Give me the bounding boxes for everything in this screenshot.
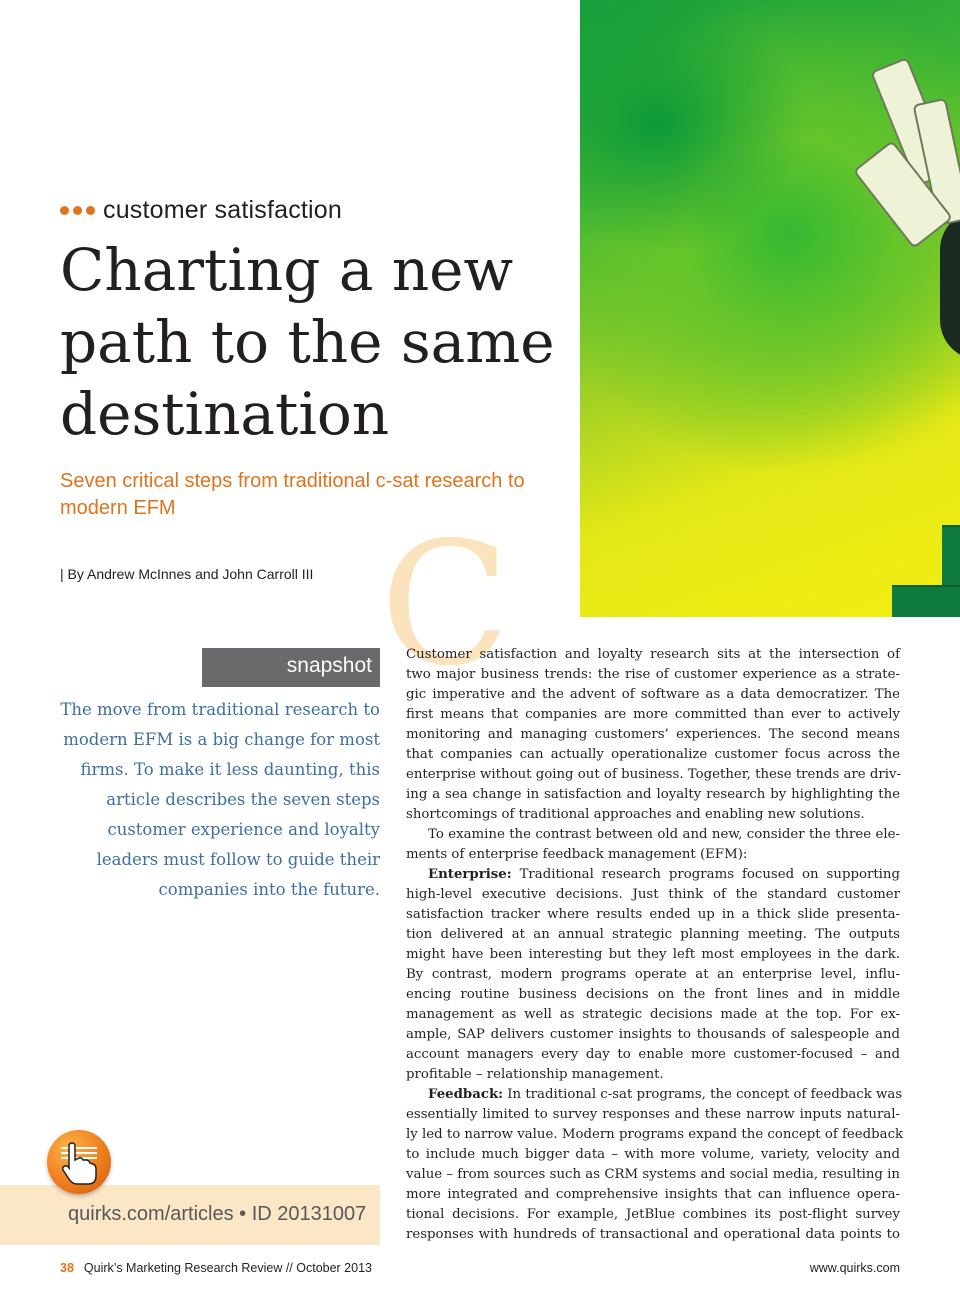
drop-cap: C	[380, 506, 511, 704]
body-line-text: more integrated and comprehensive insights that can influence opera-	[406, 1187, 900, 1202]
body-line-text: shortcomings of traditional approaches and enabling new solutions.	[406, 807, 865, 822]
body-line-text: responses with hundreds of transactional and operational data points to	[406, 1227, 900, 1242]
body-line	[406, 1085, 903, 1105]
snapshot-label: snapshot	[286, 654, 372, 677]
body-line	[406, 765, 900, 785]
section-label: customer satisfaction	[103, 196, 343, 224]
body-line-text: satisfaction tracker where results ended up in a thick slide presenta-	[406, 907, 900, 922]
body-line-text: ing a sea change in satisfaction and loyalty research by highlighting the	[406, 787, 900, 802]
body-line	[406, 705, 900, 725]
body-line	[406, 945, 900, 965]
body-line	[406, 1205, 900, 1225]
body-line-text: encing routine business decisions on the front lines and in middle	[406, 987, 900, 1002]
body-line-text: value – from sources such as CRM systems and social media, resulting in	[406, 1167, 900, 1182]
body-line-text: management as well as strategic decisions made at the top. For ex-	[406, 1007, 900, 1022]
article-link[interactable]: quirks.com/articles • ID 20131007	[68, 1203, 367, 1225]
snapshot-header	[202, 648, 380, 687]
body-line-text: ments of enterprise feedback management (EFM):	[406, 847, 748, 862]
body-line-text: Traditional research programs focused on supporting	[511, 867, 900, 882]
body-line-text: Customer satisfaction and loyalty research sits at the intersection of	[406, 647, 900, 662]
body-line-text: tional decisions. For example, JetBlue combines its post-flight survey	[406, 1207, 900, 1222]
body-line	[406, 1225, 900, 1245]
body-line	[406, 645, 900, 665]
pointing-hand-icon[interactable]	[47, 1130, 111, 1194]
page-number: 38	[60, 1261, 74, 1275]
body-line-text: ample, SAP delivers customer insights to thousands of salespeople and	[406, 1027, 900, 1042]
body-line	[406, 985, 900, 1005]
body-line	[406, 1165, 900, 1185]
body-line	[406, 1005, 900, 1025]
body-line-text: gic imperative and the advent of software as a data democratizer. The	[406, 687, 900, 702]
footer-url[interactable]: www.quirks.com	[809, 1261, 900, 1275]
run-in-heading: Feedback:	[428, 1087, 504, 1102]
body-line-text: two major business trends: the rise of customer experience as a strate-	[406, 667, 900, 682]
body-line-text: that companies can actually operationalize customer focus across the	[406, 747, 900, 762]
body-line	[406, 845, 900, 865]
page-footer	[60, 1261, 372, 1275]
green-step	[892, 585, 960, 617]
body-line	[406, 745, 900, 765]
article-title: Charting a new path to the same destination	[60, 236, 555, 448]
hero-illustration	[580, 0, 960, 617]
body-line	[406, 1105, 900, 1125]
body-line	[406, 865, 900, 885]
body-line	[406, 825, 900, 845]
bullet-dots-icon	[60, 206, 95, 215]
body-line	[406, 1045, 900, 1065]
body-line	[406, 1185, 900, 1205]
body-line	[406, 1065, 900, 1085]
body-line-text: first means that companies are more committed than ever to actively	[406, 707, 900, 722]
body-line-text: By contrast, modern programs operate at an enterprise level, influ-	[406, 967, 900, 982]
article-body	[406, 645, 904, 1245]
body-line-text: monitoring and managing customers’ experiences. The second means	[406, 727, 900, 742]
body-line-text: to include much bigger data – with more volume, variety, velocity and	[406, 1147, 900, 1162]
body-line-text: To examine the contrast between old and new, consider the three ele-	[428, 827, 900, 842]
run-in-heading: Enterprise:	[428, 867, 512, 882]
body-line-text: In traditional c-sat programs, the concept of feedback was	[503, 1087, 903, 1102]
body-line-text: profitable – relationship management.	[406, 1067, 664, 1082]
body-line	[406, 885, 900, 905]
body-line	[406, 1025, 900, 1045]
snapshot-text: The move from traditional research to modern EFM is a big change for most firms. To make it less daunting, this article describes the seven steps customer experience and loyalty leaders must follow to guide their companies into the future.	[60, 700, 380, 899]
publication-name: Quirk’s Marketing Research Review // October 2013	[83, 1261, 372, 1275]
body-line-text: high-level executive decisions. Just think of the standard customer	[406, 887, 900, 902]
body-line-text: might have been interesting but they left most employees in the dark.	[406, 947, 900, 962]
body-line-text: ly led to narrow value. Modern programs expand the concept of feedback	[406, 1127, 904, 1142]
body-line-text: account managers every day to enable more customer-focused – and	[406, 1047, 900, 1062]
body-line	[406, 805, 900, 825]
body-line	[406, 965, 900, 985]
body-line	[406, 925, 900, 945]
body-line-text: enterprise without going out of business. Together, these trends are driv-	[406, 767, 902, 782]
body-line	[406, 1145, 900, 1165]
body-line	[406, 685, 900, 705]
article-subtitle: Seven critical steps from traditional c-sat research to modern EFM	[60, 470, 525, 519]
body-line-text: essentially limited to survey responses and these narrow inputs natural-	[406, 1107, 900, 1122]
body-line	[406, 905, 900, 925]
section-kicker	[60, 196, 342, 225]
byline: | By Andrew McInnes and John Carroll III	[60, 566, 314, 582]
body-line	[406, 1125, 904, 1145]
body-line	[406, 725, 900, 745]
body-line	[406, 665, 900, 685]
body-line	[406, 785, 900, 805]
body-line-text: tion delivered at an annual strategic planning meeting. The outputs	[406, 927, 900, 942]
hand-silhouette	[940, 210, 960, 360]
